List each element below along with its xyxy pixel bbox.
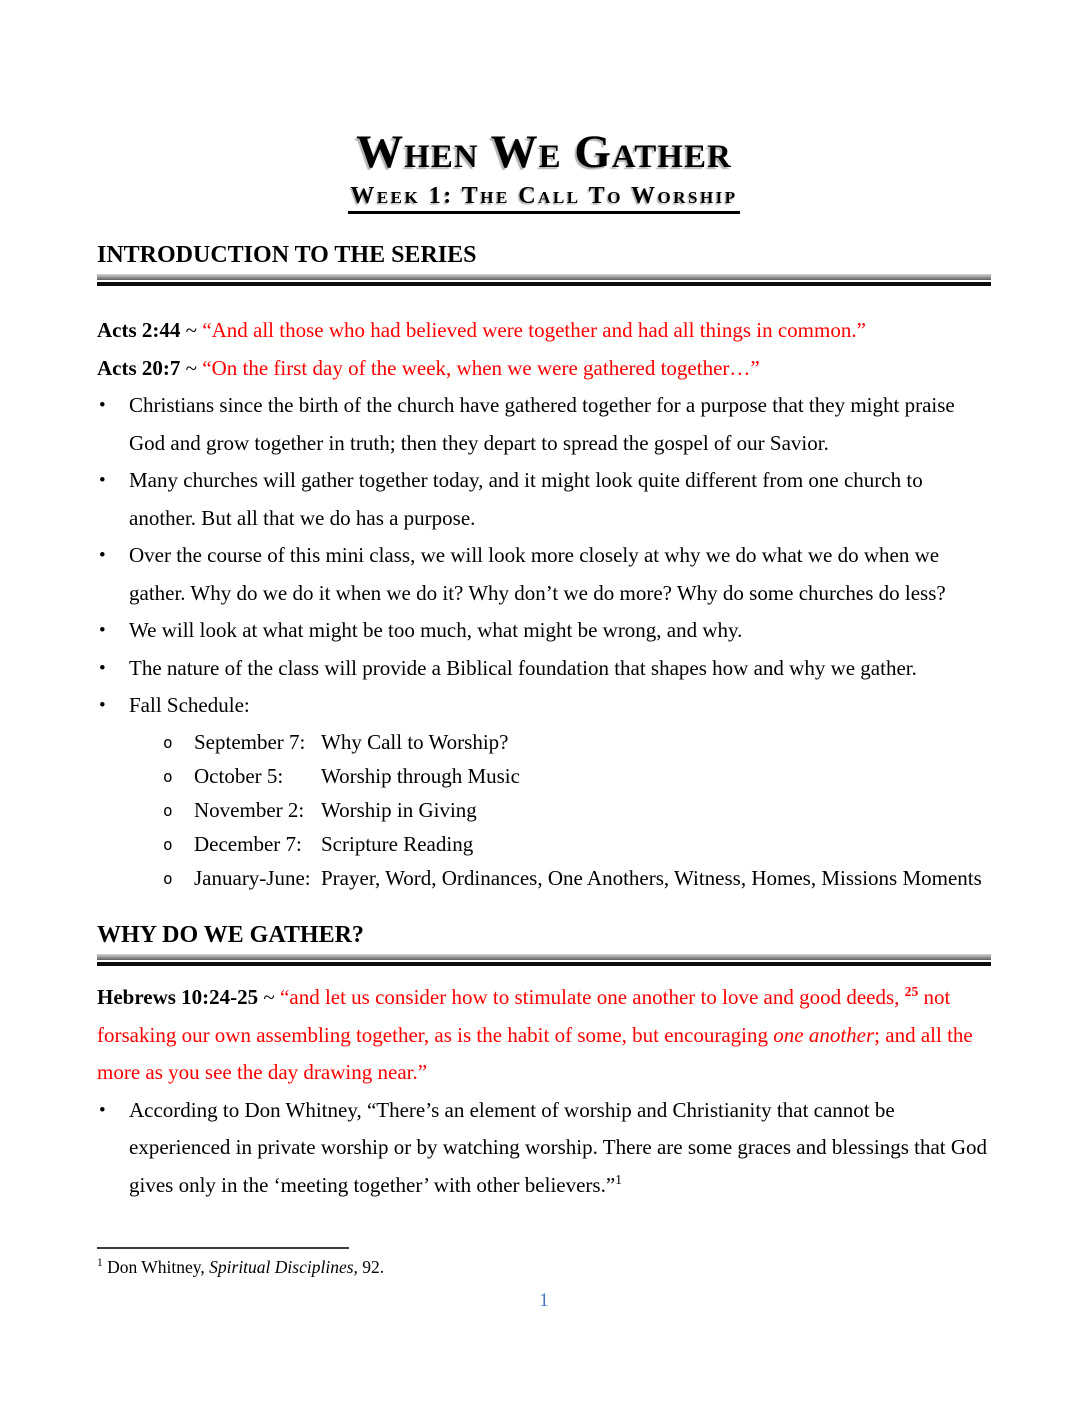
scripture-quote-part: “and let us consider how to stimulate one another to love and good deeds, (280, 985, 905, 1010)
sub-bullet-icon: o (163, 800, 173, 820)
list-item (97, 687, 991, 725)
footnote-text (97, 1256, 991, 1280)
why-gather-body (97, 979, 991, 1204)
section-why-do-we-gather (97, 922, 991, 1205)
scripture-quote-italic: one another (773, 1022, 875, 1047)
bullet-icon: • (99, 620, 106, 642)
bullet-icon: • (99, 470, 106, 492)
sub-bullet-icon: o (163, 868, 173, 888)
scripture-reference: Hebrews 10:24-25 (97, 985, 259, 1010)
scripture-reference: Acts 2:44 (97, 318, 181, 343)
divider-black-bar (97, 962, 991, 966)
document-title: When We Gather (356, 126, 732, 178)
scripture-line-hebrews (97, 979, 991, 1092)
schedule-topic: Worship in Giving (321, 797, 477, 822)
schedule-item (97, 759, 991, 793)
list-item (97, 537, 991, 612)
list-item (97, 387, 991, 462)
verse-number-superscript: 25 (904, 984, 919, 1000)
schedule-item (97, 827, 991, 861)
scripture-quote: “And all those who had believed were together and had all things in common.” (202, 318, 866, 343)
bullet-icon: • (99, 395, 106, 417)
footnote-author: Don Whitney, (102, 1257, 210, 1277)
bullet-icon: • (99, 545, 106, 567)
scripture-reference: Acts 20:7 (97, 355, 181, 380)
document-subtitle: Week 1: The Call To Worship (348, 183, 739, 213)
schedule-date: October 5: (194, 763, 284, 788)
footnote-reference: 1 (615, 1171, 622, 1187)
sub-bullet-icon: o (163, 834, 173, 854)
page-number: 1 (539, 1290, 549, 1311)
schedule-date: November 2: (194, 797, 305, 822)
schedule-topic: Prayer, Word, Ordinances, One Anothers, Witness, Homes, Missions Moments (321, 865, 982, 890)
fall-schedule-list (97, 725, 991, 895)
scripture-line-acts-2-44 (97, 312, 991, 350)
schedule-date: December 7: (194, 831, 302, 856)
section-introduction (97, 242, 991, 895)
schedule-topic: Scripture Reading (321, 831, 474, 856)
schedule-date: January-June: (194, 865, 311, 890)
introduction-body (97, 312, 991, 895)
bullet-text: Over the course of this mini class, we will look more closely at why we do what we do when we gather. Why do we do it when we do it? Why don’t we do more? Why do some churches do less? (129, 543, 946, 605)
divider-black-bar (97, 282, 991, 286)
footnote-page-ref: 92. (357, 1257, 385, 1277)
schedule-item (97, 725, 991, 759)
schedule-item (97, 793, 991, 827)
sub-bullet-icon: o (163, 732, 173, 752)
bullet-icon: • (99, 657, 106, 679)
footnote-divider (97, 1247, 349, 1249)
divider-gray-bar (97, 274, 991, 280)
sub-bullet-icon: o (163, 766, 173, 786)
bullet-text: According to Don Whitney, “There’s an element of worship and Christianity that cannot be experienced in private worship or by watching worship. There are some graces and blessings that God gives only in the ‘meeting together’ with other believers.” (129, 1097, 988, 1197)
list-item (97, 650, 991, 688)
list-item (97, 1092, 991, 1205)
section-divider (97, 954, 991, 966)
schedule-date: September 7: (194, 729, 306, 754)
bullet-icon: • (99, 1099, 106, 1121)
list-item (97, 612, 991, 650)
schedule-topic: Why Call to Worship? (321, 729, 509, 754)
title-block (97, 128, 991, 214)
list-item (97, 462, 991, 537)
document-subtitle-row (97, 183, 991, 213)
bullet-text: Many churches will gather together today, and it might look quite different from one church to another. But all that we do has a purpose. (129, 468, 923, 530)
section-heading-why-gather: WHY DO WE GATHER? (97, 921, 364, 948)
footnote (97, 1247, 991, 1280)
bullet-icon: • (99, 695, 106, 717)
scripture-quote-part: not forsaking our own assembling together, as is the habit of some, but encouraging (97, 985, 951, 1047)
scripture-line-acts-20-7 (97, 350, 991, 388)
bullet-text: We will look at what might be too much, what might be wrong, and why. (129, 618, 743, 643)
scripture-quote: “On the first day of the week, when we were gathered together…” (202, 355, 760, 380)
scripture-separator: ~ (180, 355, 203, 380)
bullet-text: Christians since the birth of the church have gathered together for a purpose that they might praise God and grow together in truth; then they depart to spread the gospel of our Savior. (129, 393, 955, 455)
footnote-work-title: Spiritual Disciplines, (209, 1257, 358, 1277)
section-divider (97, 274, 991, 286)
schedule-item (97, 861, 991, 895)
section-heading-introduction: INTRODUCTION TO THE SERIES (97, 241, 477, 268)
bullet-text: Fall Schedule: (129, 693, 250, 718)
footnote-marker: 1 (97, 1257, 103, 1270)
scripture-separator: ~ (180, 318, 203, 343)
schedule-topic: Worship through Music (321, 763, 520, 788)
divider-gray-bar (97, 954, 991, 960)
scripture-quote-part: ; and all the more as you see the day drawing near.” (97, 1022, 973, 1085)
bullet-text: The nature of the class will provide a Biblical foundation that shapes how and why we gather. (129, 655, 917, 680)
scripture-separator: ~ (258, 985, 281, 1010)
